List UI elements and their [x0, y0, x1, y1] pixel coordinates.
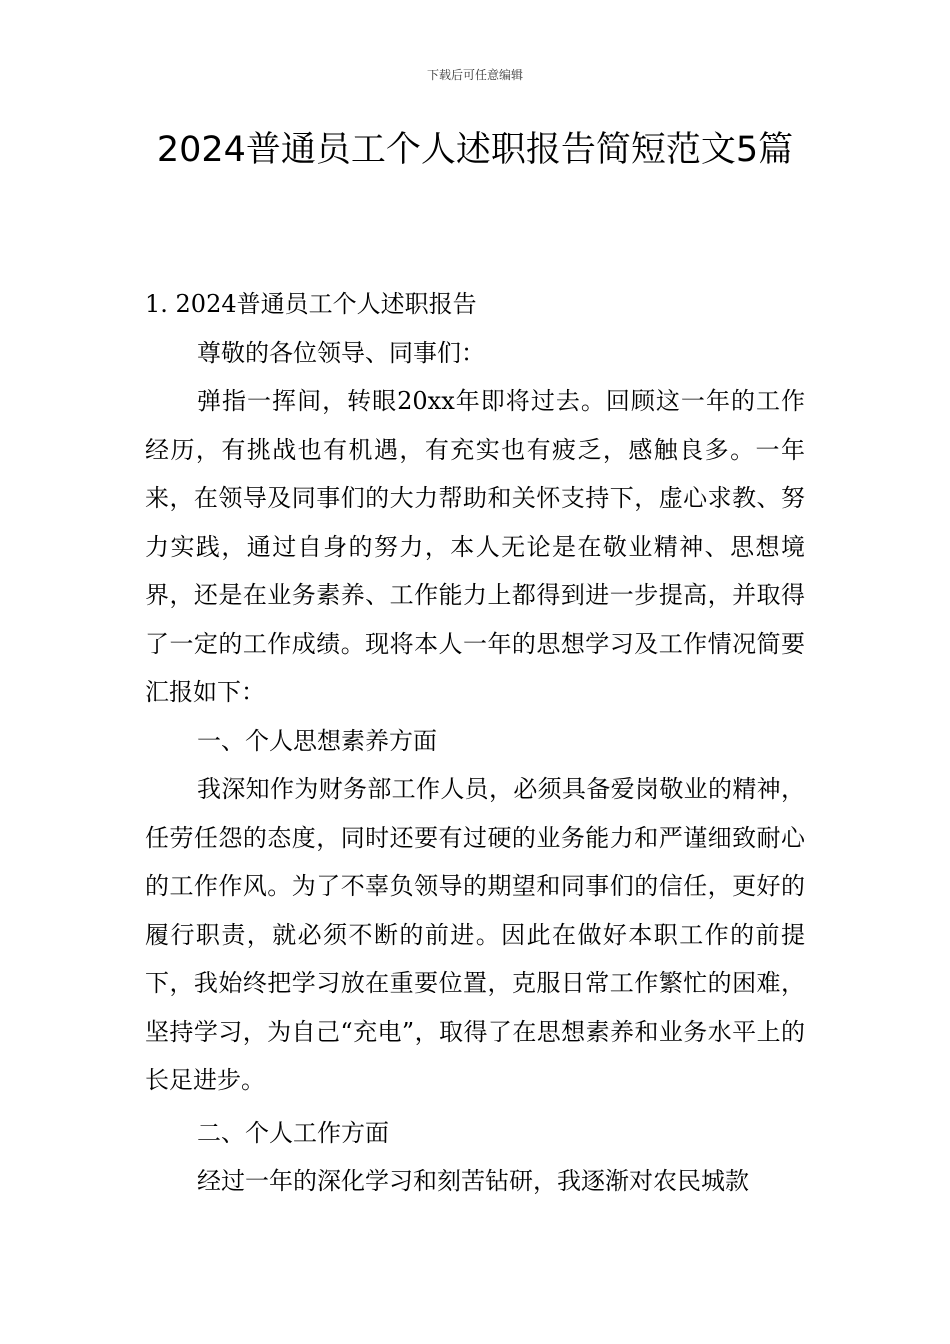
paragraph-work: 经过一年的深化学习和刻苦钻研，我逐渐对农民城款 — [197, 1167, 749, 1195]
paragraph-ideology: 我深知作为财务部工作人员，必须具备爱岗敬业的精神，任劳任怨的态度，同时还要有过硬的业务能力和严谨细致耐心的工作作风。为了不辜负领导的期望和同事们的信任，更好的履行职责，就必须不断的前进。因此在做好本职工作的前提下，我始终把学习放在重要位置，克服日常工作繁忙的困难，坚持学习，为自己“充电”，取得了在思想素养和业务水平上的长足进步。 — [145, 775, 805, 1094]
salutation: 尊敬的各位领导、同事们： — [197, 338, 485, 367]
document-body — [145, 280, 805, 1206]
heading-personal-ideology: 一、个人思想素养方面 — [197, 726, 437, 755]
header-note: 下载后可任意编辑 — [426, 68, 523, 82]
section-title: 1. 2024普通员工个人述职报告 — [145, 290, 477, 318]
document-title: 2024普通员工个人述职报告简短范文5篇 — [156, 130, 794, 170]
heading-personal-work: 二、个人工作方面 — [197, 1118, 389, 1147]
paragraph-intro: 弹指一挥间，转眼20xx年即将过去。回顾这一年的工作经历，有挑战也有机遇，有充实也有疲乏，感触良多。一年来，在领导及同事们的大力帮助和关怀支持下，虚心求教、努力实践，通过自身的努力，本人无论是在敬业精神、思想境界，还是在业务素养、工作能力上都得到进一步提高，并取得了一定的工作成绩。现将本人一年的思想学习及工作情况简要汇报如下： — [145, 387, 805, 706]
